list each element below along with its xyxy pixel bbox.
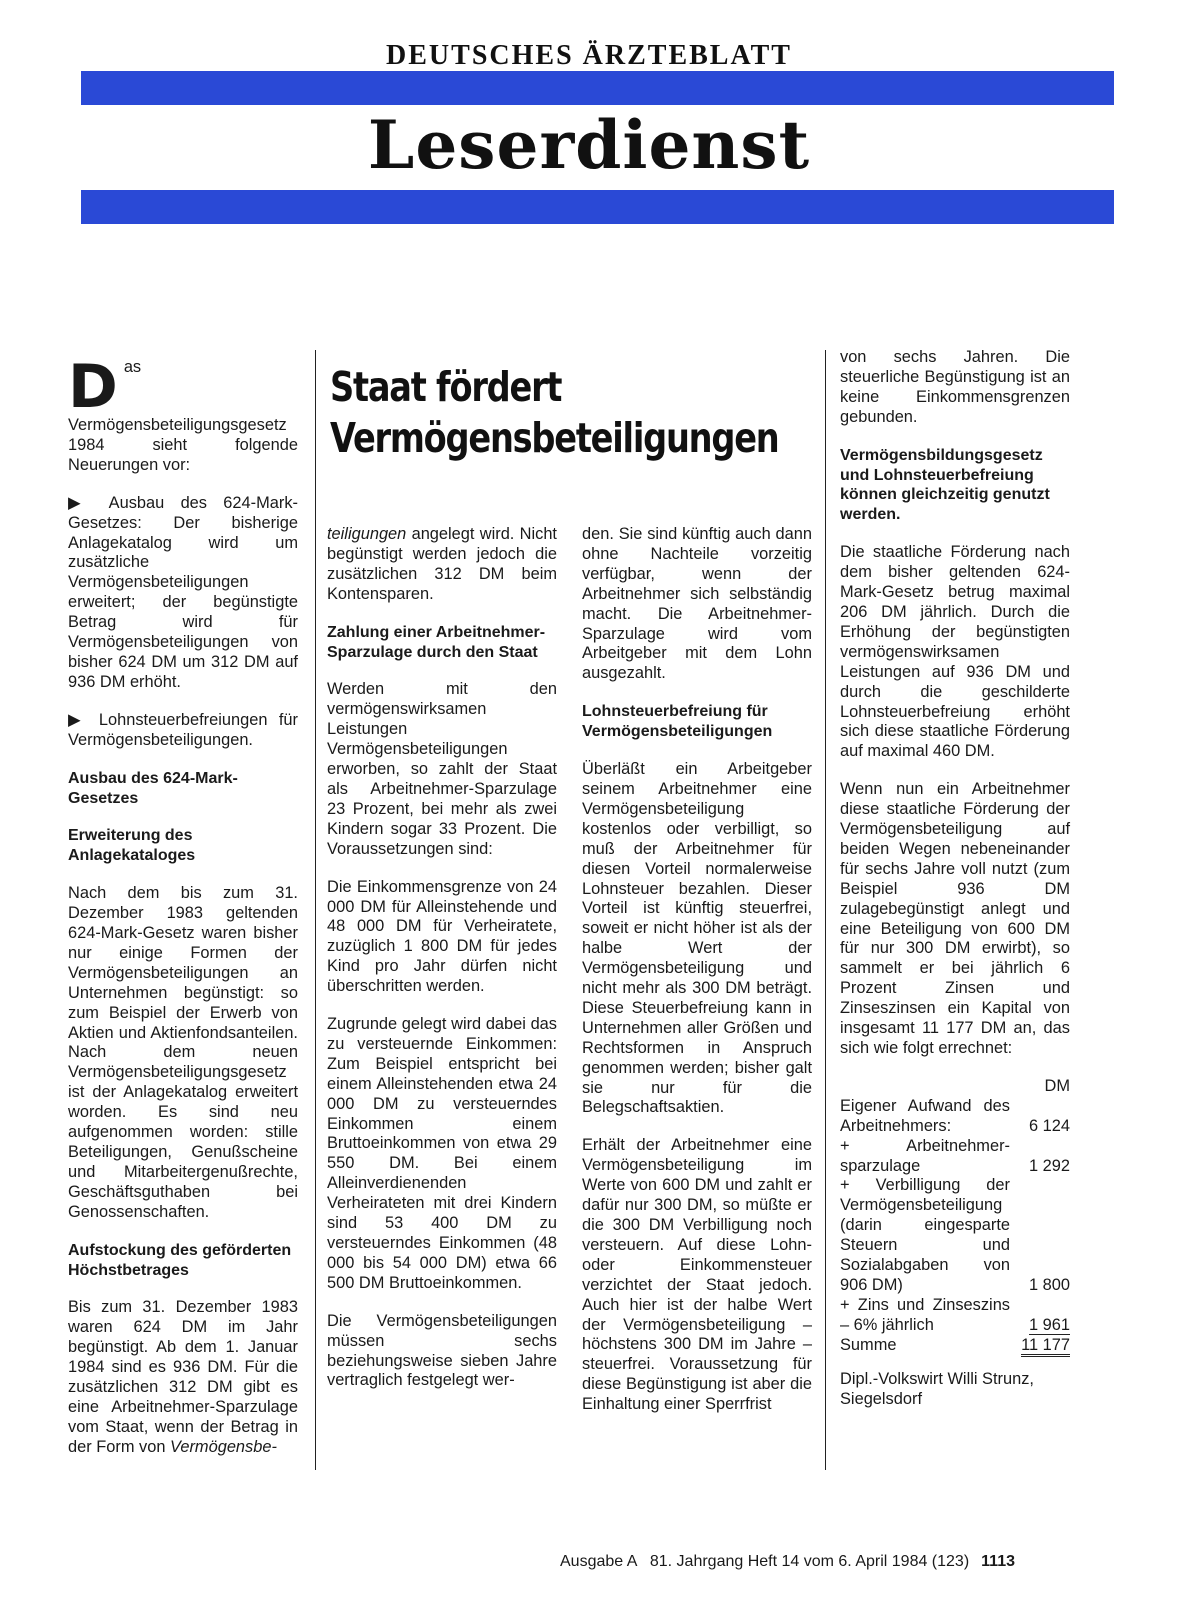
section-title: Leserdienst <box>367 106 811 184</box>
page-number: 1113 <box>981 1553 1015 1570</box>
subheading: Aufstockung des geförderten Höchstbetrages <box>68 1241 292 1279</box>
body-paragraph: Bis zum 31. Dezember 1983 waren 624 DM im Jahr begünstigt. Ab dem 1. Januar 1984 sind es 936 DM. Für die zusätzlichen 312 DM gibt es eine Arbeitnehmer-Sparzulage vom Staat, wenn der Betrag in der Form von Vermögensbe- <box>68 1298 298 1456</box>
edition-info: Ausgabe A 81. Jahrgang Heft 14 vom 6. April 1984 (123) <box>560 1553 970 1570</box>
body-paragraph: Die Einkommensgrenze von 24 000 DM für Alleinstehende und 48 000 DM für Verheiratete, zuzüglich 1 800 DM für jedes Kind pro Jahr dürfen nicht überschritten werden. <box>327 877 557 996</box>
masthead: DEUTSCHES ÄRZTEBLATT <box>386 40 792 71</box>
bullet-item: ▶ Ausbau des 624-Mark-Gesetzes: Der bisherige Anlagekatalog wird um zusätzliche Vermögensbeteiligungen erweitert; der begünstigte Betrag wird für Vermögensbeteiligungen von bisher 624 DM um 312 DM auf 936 DM erhöht. <box>68 493 298 691</box>
table-row: Summe 11 177 <box>840 1336 1070 1356</box>
bullet-item: ▶ Lohnsteuerbefreiungen für Vermögensbeteiligungen. <box>68 710 298 749</box>
subheading: Vermögensbildungsgesetz und Lohnsteuerbefreiung können gleichzeitig genutzt werden. <box>840 446 1050 524</box>
subheading: Zahlung einer Arbeitnehmer-Sparzulage durch den Staat <box>327 623 546 661</box>
subheading: Lohnsteuerbefreiung für Vermögensbeteiligungen <box>582 703 773 741</box>
accent-bar-top <box>81 71 1114 105</box>
body-paragraph: Nach dem bis zum 31. Dezember 1983 geltenden 624-Mark-Gesetz waren bisher nur einige Formen der Vermögensbeteiligungen an Unternehmen begünstigt: so zum Beispiel der Erwerb von Aktien und Aktienfondsanteilen. Nach dem neuen Vermögensbeteiligungsgesetz ist der Anlagekatalog erweitert worden. Es sind neu aufgenommen worden: stille Beteiligungen, Genußscheine und Mitarbeitergenußrechte, Geschäftsguthaben bei Genossenschaften. <box>68 884 298 1221</box>
column-4 <box>840 348 1070 1427</box>
body-paragraph: Die Vermögensbeteiligungen müssen sechs beziehungsweise sieben Jahre vertraglich festgelegt wer- <box>327 1311 557 1390</box>
body-paragraph: Überläßt ein Arbeitgeber seinem Arbeitnehmer eine Vermögensbeteiligung kostenlos oder verbilligt, so muß der Arbeitnehmer für diesen Vorteil normalerweise Lohnsteuer bezahlen. Dieser Vorteil ist künftig steuerfrei, soweit er nicht höher ist als der halbe Wert der Vermögensbeteiligung und nicht mehr als 300 DM beträgt. Diese Steuerbefreiung kann in Unternehmen aller Größen und Rechtsformen in Anspruch genommen werden; bisher galt sie nur für die Belegschaftsaktien. <box>582 760 812 1117</box>
bullet-triangle-icon: ▶ <box>68 710 99 729</box>
table-row: + Verbilligung der Vermögensbeteiligung (darin eingesparte Steuern und Sozialabgaben von 906 DM) 1 800 <box>840 1176 1070 1294</box>
bullet-triangle-icon: ▶ <box>68 493 109 512</box>
dropcap: D <box>68 352 118 422</box>
body-paragraph: Erhält der Arbeitnehmer eine Vermögensbeteiligung im Werte von 600 DM und zahlt er dafür nur 300 DM, so müßte er die 300 DM Verbilligung noch versteuern. Auf diese Lohn- oder Einkommensteuer verzichtet der Staat jedoch. Auch hier ist der halbe Wert der Vermögensbeteiligung – höchstens 300 DM im Jahre – steuerfrei. Voraussetzung für diese Begünstigung ist aber die Einhaltung einer Sperrfrist <box>582 1136 812 1414</box>
column-divider <box>825 350 826 1470</box>
body-paragraph: den. Sie sind künftig auch dann ohne Nachteile vorzeitig verfügbar, wenn der Arbeitnehmer sich selbständig macht. Die Arbeitnehmer-Sparzulage wird vom Arbeitgeber mit dem Lohn ausgezahlt. <box>582 525 812 683</box>
column-3 <box>582 525 812 1433</box>
accent-bar-bottom <box>81 190 1114 224</box>
unit-label: DM <box>1044 1076 1070 1095</box>
body-paragraph: von sechs Jahren. Die steuerliche Begünstigung ist an keine Einkommensgrenzen gebunden. <box>840 348 1070 426</box>
body-paragraph: Wenn nun ein Arbeitnehmer diese staatliche Förderung der Vermögensbeteiligung auf beiden Wegen nebeneinander für sechs Jahre voll nutzt (zum Beispiel 936 DM zulagebegünstigt anlegt und eine Beteiligung von 600 DM für nur 300 DM erwirbt), so sammelt er bei jährlich 6 Prozent Zinsen und Zinseszinsen ein Kapital von insgesamt 11 177 DM an, das sich wie folgt errechnet: <box>840 780 1070 1057</box>
article-title: Staat fördert Vermögensbeteiligungen <box>330 363 779 462</box>
table-row: + Arbeitnehmer-sparzulage 1 292 <box>840 1136 1070 1175</box>
table-row: + Zins und Zinseszins – 6% jährlich 1 961 <box>840 1295 1070 1334</box>
body-paragraph: teiligungen angelegt wird. Nicht begünstigt werden jedoch die zusätzlichen 312 DM beim Kontensparen. <box>327 525 557 603</box>
column-1 <box>68 352 298 1476</box>
subheading: Erweiterung des Anlagekataloges <box>68 827 196 865</box>
body-paragraph: Zugrunde gelegt wird dabei das zu versteuernde Einkommen: Zum Beispiel entspricht bei einem Alleinstehenden etwa 24 000 DM zu versteuerndes Einkommen einem Bruttoeinkommen von etwa 29 550 DM. Bei einem Alleinverdienenden Verheirateten mit drei Kindern sind 53 400 DM zu versteuerndes Einkommen (48 000 bis 54 000 DM) etwa 66 500 DM Bruttoeinkommen. <box>327 1015 557 1292</box>
table-row <box>840 1077 1070 1097</box>
body-paragraph: Werden mit den vermögenswirksamen Leistungen Vermögensbeteiligungen erworben, so zahlt der Staat als Arbeitnehmer-Sparzulage 23 Prozent, bei mehr als zwei Kindern sogar 33 Prozent. Die Voraussetzungen sind: <box>327 680 557 858</box>
column-divider <box>315 350 316 1470</box>
table-row: Eigener Aufwand des Arbeitnehmers: 6 124 <box>840 1096 1070 1135</box>
page-footer <box>560 1553 1120 1571</box>
author-credit: Dipl.-Volkswirt Willi Strunz, Siegelsdorf <box>840 1369 1034 1408</box>
subheading: Ausbau des 624-Mark-Gesetzes <box>68 769 238 807</box>
column-2 <box>327 525 557 1409</box>
calculation-table <box>840 1077 1070 1356</box>
body-paragraph: Die staatliche Förderung nach dem bisher geltenden 624-Mark-Gesetz betrug maximal 206 DM jährlich. Durch die Erhöhung der begünstigten vermögenswirksamen Leistungen auf 936 DM und durch die geschilderte Lohnsteuerbefreiung erhöht sich diese staatliche Förderung auf maximal 460 DM. <box>840 543 1070 761</box>
intro-paragraph: Das Vermögensbeteiligungsgesetz 1984 sieht folgende Neuerungen vor: <box>68 352 298 474</box>
